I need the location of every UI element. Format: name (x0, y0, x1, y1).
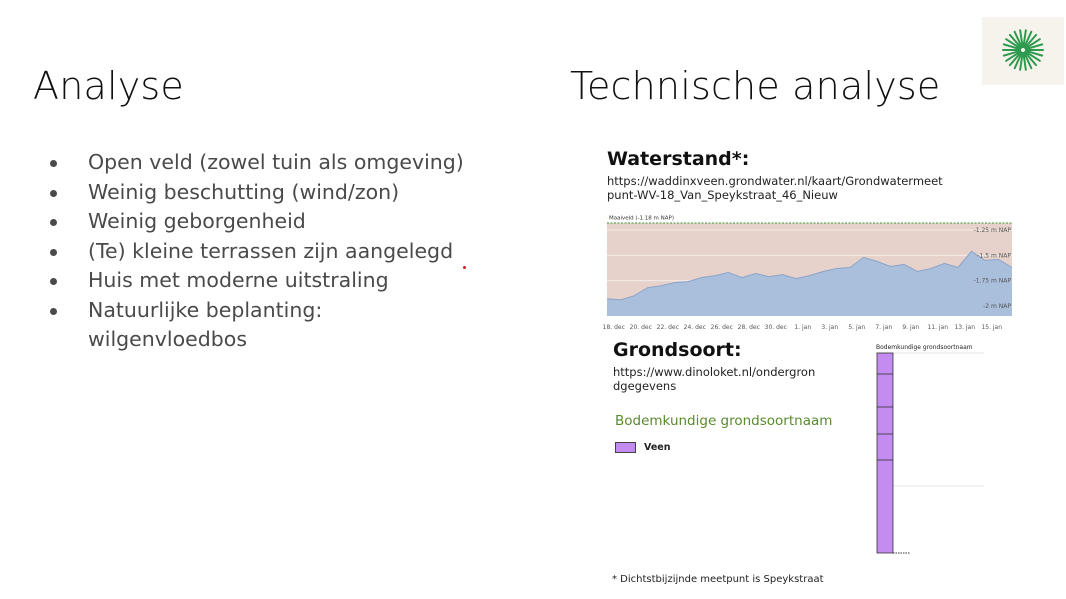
right-title: Technische analyse (570, 64, 941, 108)
y-tick-label: -2 m NAP (983, 302, 1011, 310)
x-tick-label: 26. dec (710, 324, 733, 331)
x-tick-label: 9. jan (902, 324, 920, 331)
x-tick-label: 3. jan (821, 324, 839, 331)
red-dot-marker (463, 266, 466, 269)
x-tick-label: 24. dec (683, 324, 706, 331)
x-tick-label: 13. jan (954, 324, 976, 331)
y-tick-label: -1.5 m NAP (977, 252, 1011, 260)
sunburst-logo-icon (982, 17, 1064, 85)
x-tick-label: 18. dec (602, 324, 625, 331)
soil-column-title: Bodemkundige grondsoortnaam (876, 344, 973, 351)
legend-swatch-veen (615, 442, 636, 453)
x-tick-label: 20. dec (629, 324, 652, 331)
x-tick-label: 5. jan (848, 324, 866, 331)
left-title: Analyse (33, 64, 184, 108)
footnote: * Dichtstbijzijnde meetpunt is Speykstraat (612, 574, 824, 585)
soil-profile-column (870, 340, 988, 560)
y-tick-label: -1.25 m NAP (973, 227, 1011, 235)
bullet-item: Weinig beschutting (wind/zon) (50, 178, 480, 208)
analysis-bullet-list (50, 148, 480, 355)
x-tick-label: 15. jan (981, 324, 1003, 331)
bullet-item: Weinig geborgenheid (50, 207, 480, 237)
x-tick-label: 1. jan (794, 324, 812, 331)
bullet-item: (Te) kleine terrassen zijn aangelegd (50, 237, 480, 267)
maaiveld-label: Maaiveld (-1.18 m NAP) (609, 215, 674, 222)
y-tick-label: -1.75 m NAP (973, 277, 1011, 285)
grondsoort-url[interactable] (613, 366, 853, 393)
x-tick-label: 11. jan (927, 324, 949, 331)
x-tick-label: 28. dec (737, 324, 760, 331)
x-tick-label: 7. jan (875, 324, 893, 331)
waterstand-url[interactable] (607, 175, 987, 202)
url-line: https://waddinxveen.grondwater.nl/kaart/Grondwatermeet (607, 174, 943, 188)
bullet-item: Natuurlijke beplanting: wilgenvloedbos (50, 296, 480, 355)
url-line: https://www.dinoloket.nl/ondergron (613, 365, 816, 379)
url-line: punt-WV-18_Van_Speykstraat_46_Nieuw (607, 187, 838, 202)
x-tick-label: 22. dec (656, 324, 679, 331)
bullet-item: Open veld (zowel tuin als omgeving) (50, 148, 480, 178)
legend-title: Bodemkundige grondsoortnaam (615, 413, 833, 429)
url-line: dgegevens (613, 378, 677, 393)
x-tick-label: 30. dec (764, 324, 787, 331)
groundwater-chart (602, 212, 1014, 334)
logo (982, 17, 1064, 85)
waterstand-heading: Waterstand*: (607, 148, 750, 170)
legend-label-veen: Veen (644, 442, 671, 453)
soil-layer-veen (877, 353, 893, 553)
bullet-item: Huis met moderne uitstraling (50, 266, 480, 296)
grondsoort-heading: Grondsoort: (613, 339, 742, 361)
